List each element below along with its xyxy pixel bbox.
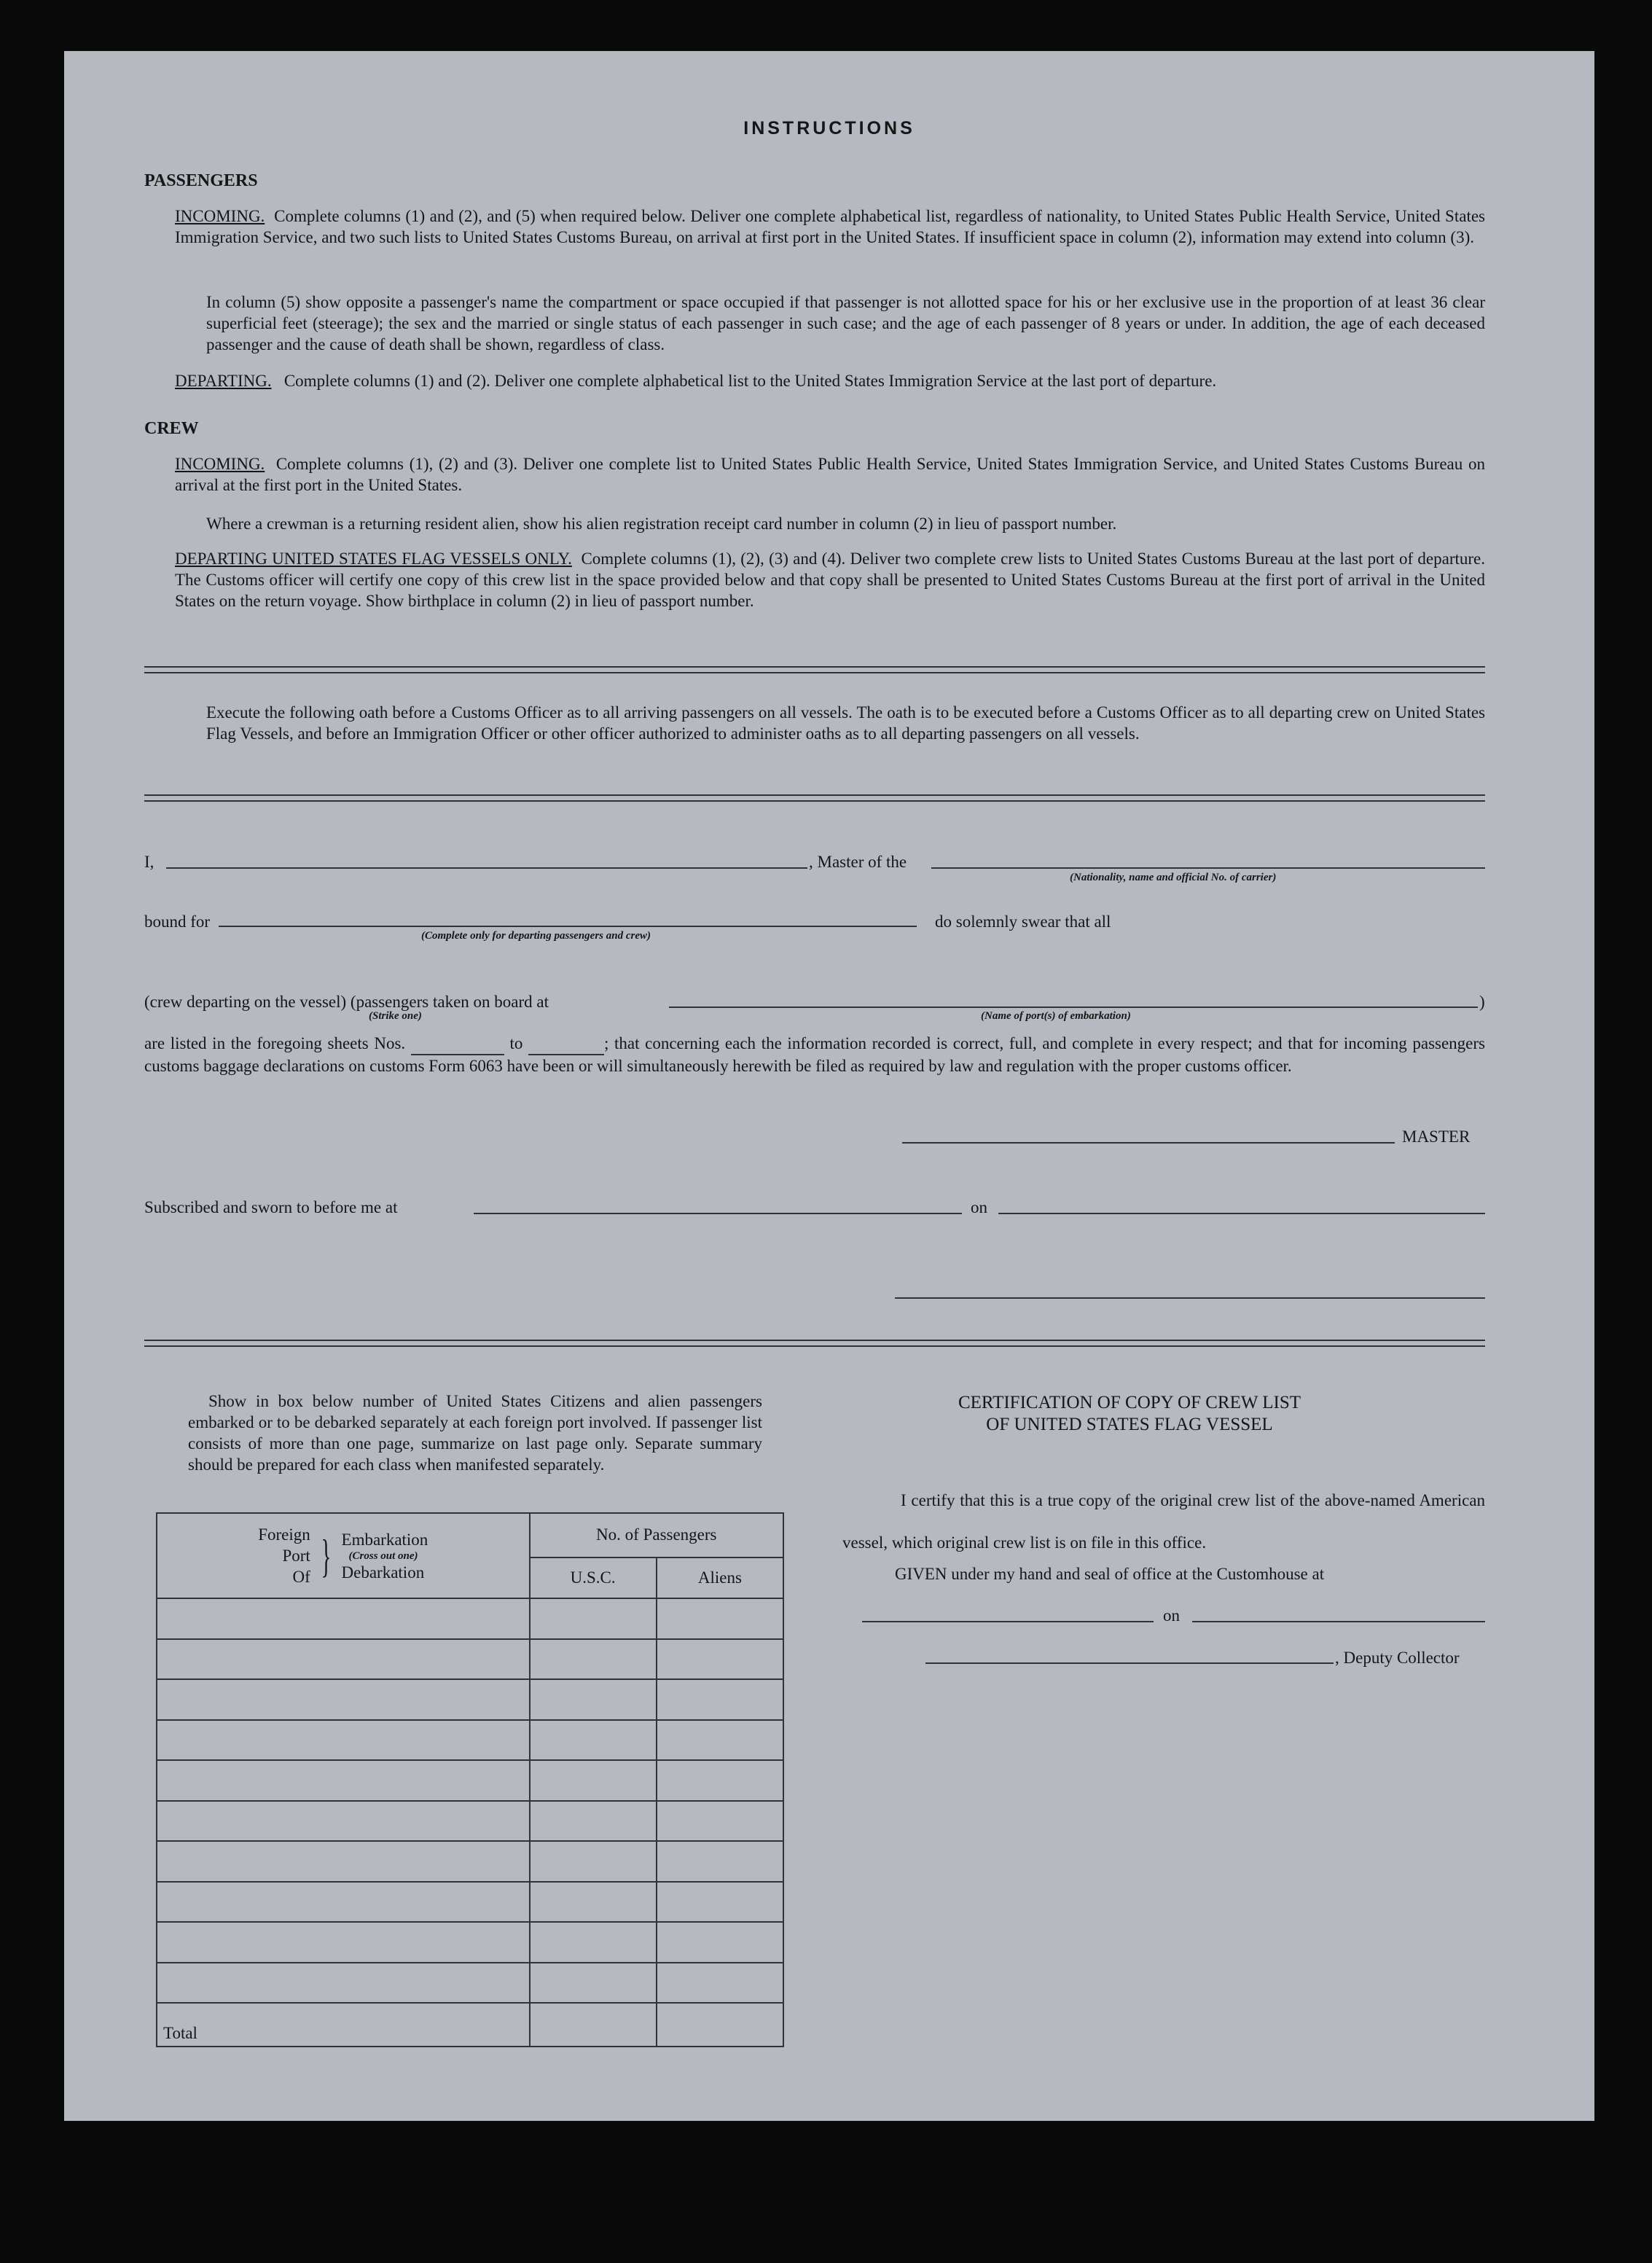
oath-statement-text: ; that concerning each the information recorded is correct, full, and complete in every respect; and that for incoming passengers customs baggage declarations on customs Form 6063 have been or will simultaneously herewith be filed as required by law and regulation with the proper customs officer. (144, 1034, 1485, 1075)
port-cell[interactable] (157, 1882, 530, 1923)
divider-rule (144, 800, 1485, 802)
usc-cell[interactable] (530, 1598, 657, 1639)
port-cell[interactable] (157, 1598, 530, 1639)
certification-title (838, 1392, 1421, 1436)
crew-heading: CREW (144, 419, 199, 438)
passengers-departing-label: DEPARTING. (175, 372, 272, 390)
divider-rule (144, 1340, 1485, 1341)
certification-date-field[interactable] (1192, 1621, 1485, 1622)
oath-bound-for: bound for (144, 912, 211, 931)
crew-departing-text: Complete columns (1), (2), (3) and (4). Deliver two complete crew lists to United States Customs Bureau at the last port of departure. The Customs officer will certify one copy of this crew list in the space provided below and that copy shall be presented to United States Customs Bureau at the first port of arrival in the United States on the return voyage. Show birthplace in column (2) in lieu of passport number. (175, 550, 1486, 610)
customhouse-field[interactable] (862, 1621, 1154, 1622)
port-label: Port (282, 1547, 310, 1565)
oath-close-paren: ) (1479, 993, 1485, 1011)
passengers-incoming-text: Complete columns (1) and (2), and (5) when required below. Deliver one complete alphabetical list, regardless of nationality, to United States Public Health Service, United States Immigration Service, and two such lists to United States Customs Bureau, on arrival at first port in the United States. If insufficient space in column (2), information may extend into column (3). (175, 207, 1485, 246)
passenger-summary-table (156, 1512, 784, 2047)
usc-cell[interactable] (530, 1841, 657, 1882)
oath-solemnly-swear: do solemnly swear that all (935, 912, 1111, 931)
bound-for-field[interactable] (219, 926, 917, 927)
port-cell[interactable] (157, 1639, 530, 1680)
master-name-field[interactable] (166, 867, 807, 869)
port-cell[interactable] (157, 1720, 530, 1761)
divider-rule (144, 794, 1485, 796)
subscribed-label: Subscribed and sworn to before me at (144, 1198, 398, 1216)
divider-rule (144, 1345, 1485, 1347)
usc-cell[interactable] (530, 1882, 657, 1923)
crew-incoming-text: Complete columns (1), (2) and (3). Deliver one complete list to United States Public Health Service, United States Immigration Service, and United States Customs Bureau on arrival at the first port in the United States. (175, 455, 1485, 494)
debarkation-label: Debarkation (341, 1563, 425, 1582)
aliens-cell[interactable] (657, 1679, 783, 1720)
sworn-on-label: on (971, 1198, 987, 1216)
no-of-passengers-header: No. of Passengers (530, 1513, 783, 1557)
ports-embarkation-field[interactable] (669, 1007, 1478, 1008)
usc-cell[interactable] (530, 1720, 657, 1761)
aliens-cell[interactable] (657, 1760, 783, 1801)
form-page (64, 51, 1594, 2121)
of-label: Of (292, 1568, 310, 1586)
table-row (157, 1760, 783, 1801)
nationality-note: (Nationality, name and official No. of carrier) (1070, 872, 1277, 883)
usc-header: U.S.C. (530, 1557, 657, 1598)
crew-departing-paragraph (175, 548, 1485, 611)
oath-to: to (509, 1034, 523, 1052)
table-row (157, 1639, 783, 1680)
strike-one-note: (Strike one) (369, 1010, 422, 1022)
passengers-heading: PASSENGERS (144, 171, 258, 190)
divider-rule (144, 672, 1485, 673)
port-header-cell (157, 1513, 530, 1598)
master-label: MASTER (1402, 1127, 1471, 1146)
passengers-column5-paragraph: In column (5) show opposite a passenger's name the compartment or space occupied if that passenger is not allotted space for his or her exclusive use in the proportion of at least 36 clear superficial feet (steerage); the sex and the married or single status of each passenger in such case; and the age of each passenger of 8 years or under. In addition, the age of each deceased passenger and the cause of death shall be shown, regardless of class. (206, 293, 1485, 353)
port-cell[interactable] (157, 1922, 530, 1963)
crew-incoming-label: INCOMING. (175, 455, 265, 473)
sworn-place-field[interactable] (474, 1213, 962, 1214)
given-label: GIVEN under my hand and seal of office at the Customhouse at (895, 1565, 1325, 1583)
passengers-incoming-paragraph (175, 206, 1485, 248)
table-row (157, 1720, 783, 1761)
table-row-total (157, 2003, 783, 2047)
ports-note: (Name of port(s) of embarkation) (981, 1010, 1131, 1022)
table-row (157, 1841, 783, 1882)
total-label: Total (157, 2003, 530, 2047)
oath-listed-in: are listed in the foregoing sheets Nos. (144, 1034, 406, 1052)
usc-cell[interactable] (530, 1679, 657, 1720)
oath-master-of-the: , Master of the (809, 853, 907, 871)
usc-cell[interactable] (530, 1801, 657, 1842)
sheet-from-field[interactable] (411, 1033, 504, 1055)
aliens-total-cell[interactable] (657, 2003, 783, 2047)
oath-statement (144, 1033, 1485, 1076)
aliens-header: Aliens (657, 1557, 783, 1598)
carrier-field[interactable] (931, 867, 1485, 869)
usc-cell[interactable] (530, 1760, 657, 1801)
aliens-cell[interactable] (657, 1720, 783, 1761)
usc-cell[interactable] (530, 1922, 657, 1963)
crew-incoming-paragraph (175, 453, 1485, 496)
page-title: INSTRUCTIONS (743, 118, 915, 138)
table-row (157, 1801, 783, 1842)
aliens-cell[interactable] (657, 1639, 783, 1680)
divider-rule (144, 666, 1485, 668)
brace-symbol: } (321, 1529, 332, 1582)
certification-on-label: on (1163, 1606, 1180, 1625)
officer-signature-field[interactable] (895, 1297, 1485, 1299)
passengers-departing-text: Complete columns (1) and (2). Deliver one complete alphabetical list to the United States Immigration Service at the last port of departure. (283, 372, 1217, 390)
crew-departing-label: DEPARTING UNITED STATES FLAG VESSELS ONLY. (175, 550, 572, 568)
sworn-date-field[interactable] (998, 1213, 1485, 1214)
aliens-cell[interactable] (657, 1963, 783, 2004)
port-cell[interactable] (157, 1841, 530, 1882)
port-cell[interactable] (157, 1801, 530, 1842)
aliens-cell[interactable] (657, 1922, 783, 1963)
port-cell[interactable] (157, 1963, 530, 2004)
aliens-cell[interactable] (657, 1841, 783, 1882)
port-cell[interactable] (157, 1679, 530, 1720)
table-row (157, 1922, 783, 1963)
usc-cell[interactable] (530, 1963, 657, 2004)
table-row (157, 1679, 783, 1720)
summary-instructions: Show in box below number of United States Citizens and alien passengers embarked or to be debarked separately at each foreign port involved. If passenger list consists of more than one page, summarize on last page only. Separate summary should be prepared for each class when manifested separately. (188, 1392, 762, 1474)
sheet-to-field[interactable] (528, 1033, 604, 1055)
aliens-cell[interactable] (657, 1801, 783, 1842)
table-row (157, 1598, 783, 1639)
aliens-cell[interactable] (657, 1882, 783, 1923)
passengers-departing-paragraph (175, 370, 1485, 391)
deputy-collector-label: , Deputy Collector (1335, 1649, 1460, 1667)
foreign-label: Foreign (258, 1525, 310, 1544)
oath-crew-departing: (crew departing on the vessel) (passengers taken on board at (144, 993, 549, 1011)
certification-text: I certify that this is a true copy of the original crew list of the above-named American vessel, which original crew list is on file in this office. (842, 1491, 1485, 1552)
complete-only-note: (Complete only for departing passengers and crew) (421, 930, 651, 942)
deputy-signature-field[interactable] (925, 1662, 1334, 1664)
oath-instructions: Execute the following oath before a Customs Officer as to all arriving passengers on all vessels. The oath is to be executed before a Customs Officer as to all departing crew on United States Flag Vessels, and before an Immigration Officer or other officer authorized to administer oaths as to all departing passengers on all vessels. (206, 703, 1485, 743)
usc-cell[interactable] (530, 1639, 657, 1680)
certification-title-line2: OF UNITED STATES FLAG VESSEL (986, 1415, 1273, 1434)
certification-title-line1: CERTIFICATION OF COPY OF CREW LIST (958, 1393, 1301, 1412)
aliens-cell[interactable] (657, 1598, 783, 1639)
port-cell[interactable] (157, 1760, 530, 1801)
oath-i: I, (144, 853, 154, 871)
crew-resident-paragraph: Where a crewman is a returning resident alien, show his alien registration receipt card number in column (2) in lieu of passport number. (206, 515, 1117, 533)
table-row (157, 1963, 783, 2004)
table-row (157, 1882, 783, 1923)
master-signature-field[interactable] (902, 1142, 1395, 1144)
embarkation-label: Embarkation (341, 1530, 428, 1549)
cross-out-note: (Cross out one) (348, 1549, 418, 1562)
passengers-incoming-label: INCOMING. (175, 207, 265, 225)
usc-total-cell[interactable] (530, 2003, 657, 2047)
